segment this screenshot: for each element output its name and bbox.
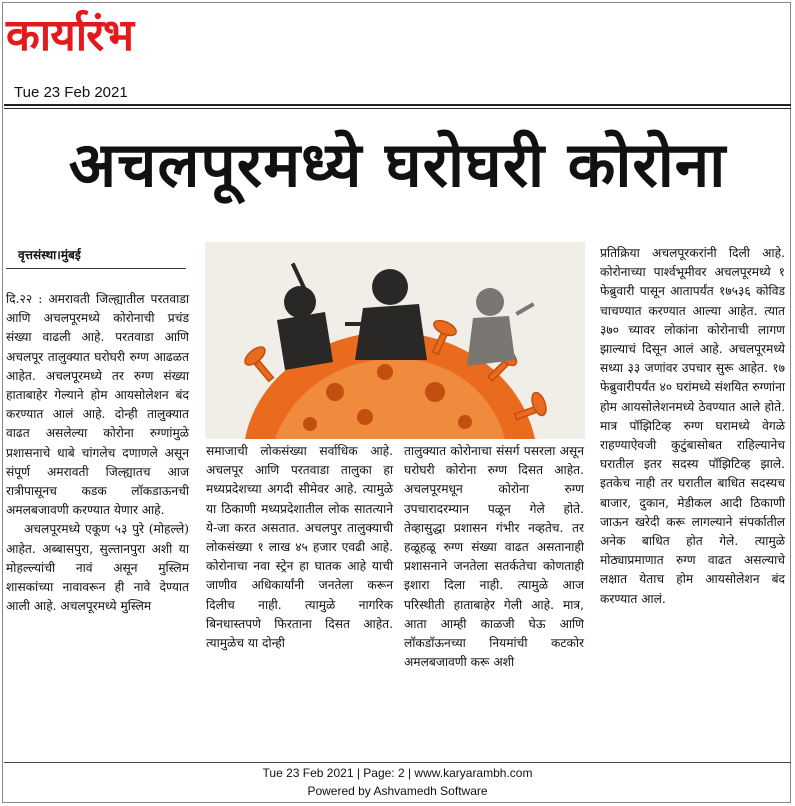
masthead-divider-thin [4,108,791,109]
paragraph: अचलपूरमध्ये एकूण ५३ पुरे (मोहल्ले) आहेत. अब्बासपुरा, सुल्तानपुरा अशी या मोहल्ल्यांची नावं असून मुस्लिम शासकांच्या नावावरून ही नावे देण्यात आली आहे. अचलपूरमध्ये मुस्लिम [6,522,189,614]
virus-riders-illustration [205,242,585,439]
byline: वृत्तसंस्था।मुंबई [18,248,81,262]
footer-credit: Powered by Ashvamedh Software [307,784,488,798]
article-illustration [205,242,585,439]
article-headline: अचलपूरमध्ये घरोघरी कोरोना [68,128,727,201]
issue-date: Tue 23 Feb 2021 [14,84,128,101]
masthead-divider [4,104,791,106]
article-column-2 [206,442,393,653]
article-column-3 [404,442,584,672]
footer-divider [4,762,791,763]
masked-figure-right [467,288,535,366]
newspaper-logo[interactable]: कार्यारंभ [6,10,134,61]
paragraph: तालुक्यात कोरोनाचा संसर्ग पसरला असून घरोघरी कोरोना रुग्ण दिसत आहेत. अचलपूरमधून कोरोना रुग्ण उपचारादरम्यान पळून गेले होते. तेव्हासुद्धा प्रशासन गंभीर नव्हतेच. तर हळूहळू रुग्ण संख्या वाढत असतानाही प्रशासनाने जनतेला सतर्कतेचा कोणताही इशारा दिला नाही. त्यामुळे आज परिस्थीती हाताबाहेर गेली आहे. मात्र, आता आम्ही काळजी घेऊ आणि लॉकडॉऊनच्या नियमांची कटकोर अमलबजावणी करू अशी [404,444,584,670]
paragraph: प्रतिक्रिया अचलपूरकरांनी दिली आहे. कोरोनाच्या पार्श्वभूमीवर अचलपूरमध्ये १ फेब्रुवारी पासून आतापर्यंत १७५३६ कोविड चाचण्यात करण्यात आल्या आहेत. त्यात ३७० च्यावर लोकांना कोरोनाची लागण झाल्याचं दिसून आलं आहे. अचलपूरमध्ये सध्या ३३ जणांवर उपचार सुरू आहेत. १७ फेब्रुवारीपर्यंत ४० घरांमध्ये संशयित रुग्णांना होम आयसोलेशनमध्ये ठेवण्यात आले होते. मात्र पॉझिटिव्ह रुग्ण घरामध्ये वेगळे राहण्याऐवजी कुटुंबासोबत राहिल्यानेच घरातील इतर सदस्य पॉझिटिव्ह झाले. इतकेच नाही तर घरातील बाधित सदस्यच बाजार, दुकान, मेडीकल आदी ठिकाणी जाऊन खरेदी करू लागल्याने संपर्कातील अनेक बाधित होत गेले. त्यामुळे मोठ्याप्रमाणात रुग्ण वाढत असल्याचे लक्षात येताच होम आयसोलेशन बंद करण्यात आलं. [600,246,785,606]
paragraph: समाजाची लोकसंख्या सर्वाधिक आहे. अचलपूर आणि परतवाडा तालुका हा मध्यप्रदेशच्या अगदी सीमेवर आहे. त्यामुळे या ठिकाणी मध्यप्रदेशातील लोक सातत्याने ये-जा करत असतात. अचलपुर तालुक्याची लोकसंख्या १ लाख ४५ हजार एवढी आहे. कोरोनाचा नवा स्ट्रेन हा घातक आहे याची जाणीव अधिकार्यांनी जनतेला करून दिलीच नाही. त्यामुळे नागरिक बिनधास्तपणे फिरताना दिसत आहेत. त्यामुळेच या दोन्ही [206,444,393,651]
paragraph: दि.२२ : अमरावती जिल्ह्यातील परतवाडा आणि अचलपूरमध्ये कोरोनाची प्रचंड संख्या वाढली आहे. परतवाडा आणि अचलपूर तालुक्यात घरोघरी रुग्ण आढळत आहेत. अचलपूरमध्ये तर रुग्ण संख्या हाताबाहेर गेल्याने होम आयसोलेशन बंद करण्यात आलं आहे. दोन्ही तालुक्यात वाढत असलेल्या कोरोना रुग्णांमुळे प्रशासनाचे धाबे चांगलेच दणाणले असून संपूर्ण अमरावती जिल्ह्यातच आज रात्रीपासूनच कडक लॉकडाऊनची अमलबजावणी करण्यात येणार आहे. [6,292,189,518]
masthead [6,8,133,68]
article-column-4 [600,244,785,609]
footer-info: Tue 23 Feb 2021 | Page: 2 | www.karyarambh.com [262,766,533,780]
masked-figure-center [345,269,427,360]
article-column-1 [6,290,189,616]
masked-figure-left [277,263,333,370]
byline-divider [6,268,186,269]
